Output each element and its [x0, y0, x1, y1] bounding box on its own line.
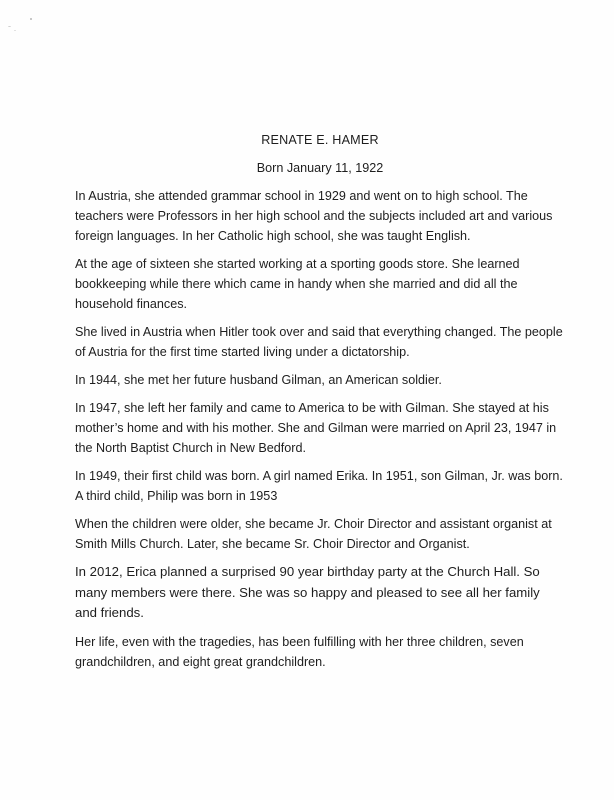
paragraph-met-husband: In 1944, she met her future husband Gilman, an American soldier.	[75, 373, 442, 387]
paragraph-choir-director: When the children were older, she became Jr. Choir Director and assistant organist at Smith Mills Church. Later, she became Sr. Choir Director and Organist.	[75, 517, 552, 551]
paragraph-children: In 1949, their first child was born. A girl named Erika. In 1951, son Gilman, Jr. was born. A third child, Philip was born in 1953	[75, 469, 563, 503]
scan-speck	[30, 18, 32, 20]
scan-speck	[14, 30, 16, 31]
paragraph-austria-dictatorship: She lived in Austria when Hitler took over and said that everything changed. The people of Austria for the first time started living under a dictatorship.	[75, 325, 563, 359]
paragraph-schooling: In Austria, she attended grammar school in 1929 and went on to high school. The teachers were Professors in her high school and the subjects included art and various foreign languages. In her Catholic high school, she was taught English.	[75, 189, 553, 243]
document-title: RENATE E. HAMER	[261, 133, 379, 147]
paragraph-birthday-party: In 2012, Erica planned a surprised 90 year birthday party at the Church Hall. So many members were there. She was so happy and pleased to see all her family and friends.	[75, 564, 540, 620]
paragraph-life-summary: Her life, even with the tragedies, has been fulfilling with her three children, seven grandchildren, and eight great grandchildren.	[75, 634, 524, 669]
birth-date-line: Born January 11, 1922	[256, 161, 384, 175]
scan-speck	[8, 26, 11, 27]
document-body	[75, 130, 565, 680]
paragraph-came-to-america: In 1947, she left her family and came to America to be with Gilman. She stayed at his mother’s home and with his mother. She and Gilman were married on April 23, 1947 in the North Baptist Church in New Bedford.	[75, 401, 557, 455]
paragraph-first-job: At the age of sixteen she started working at a sporting goods store. She learned bookkeeping while there which came in handy when she married and did all the household finances.	[75, 257, 520, 311]
